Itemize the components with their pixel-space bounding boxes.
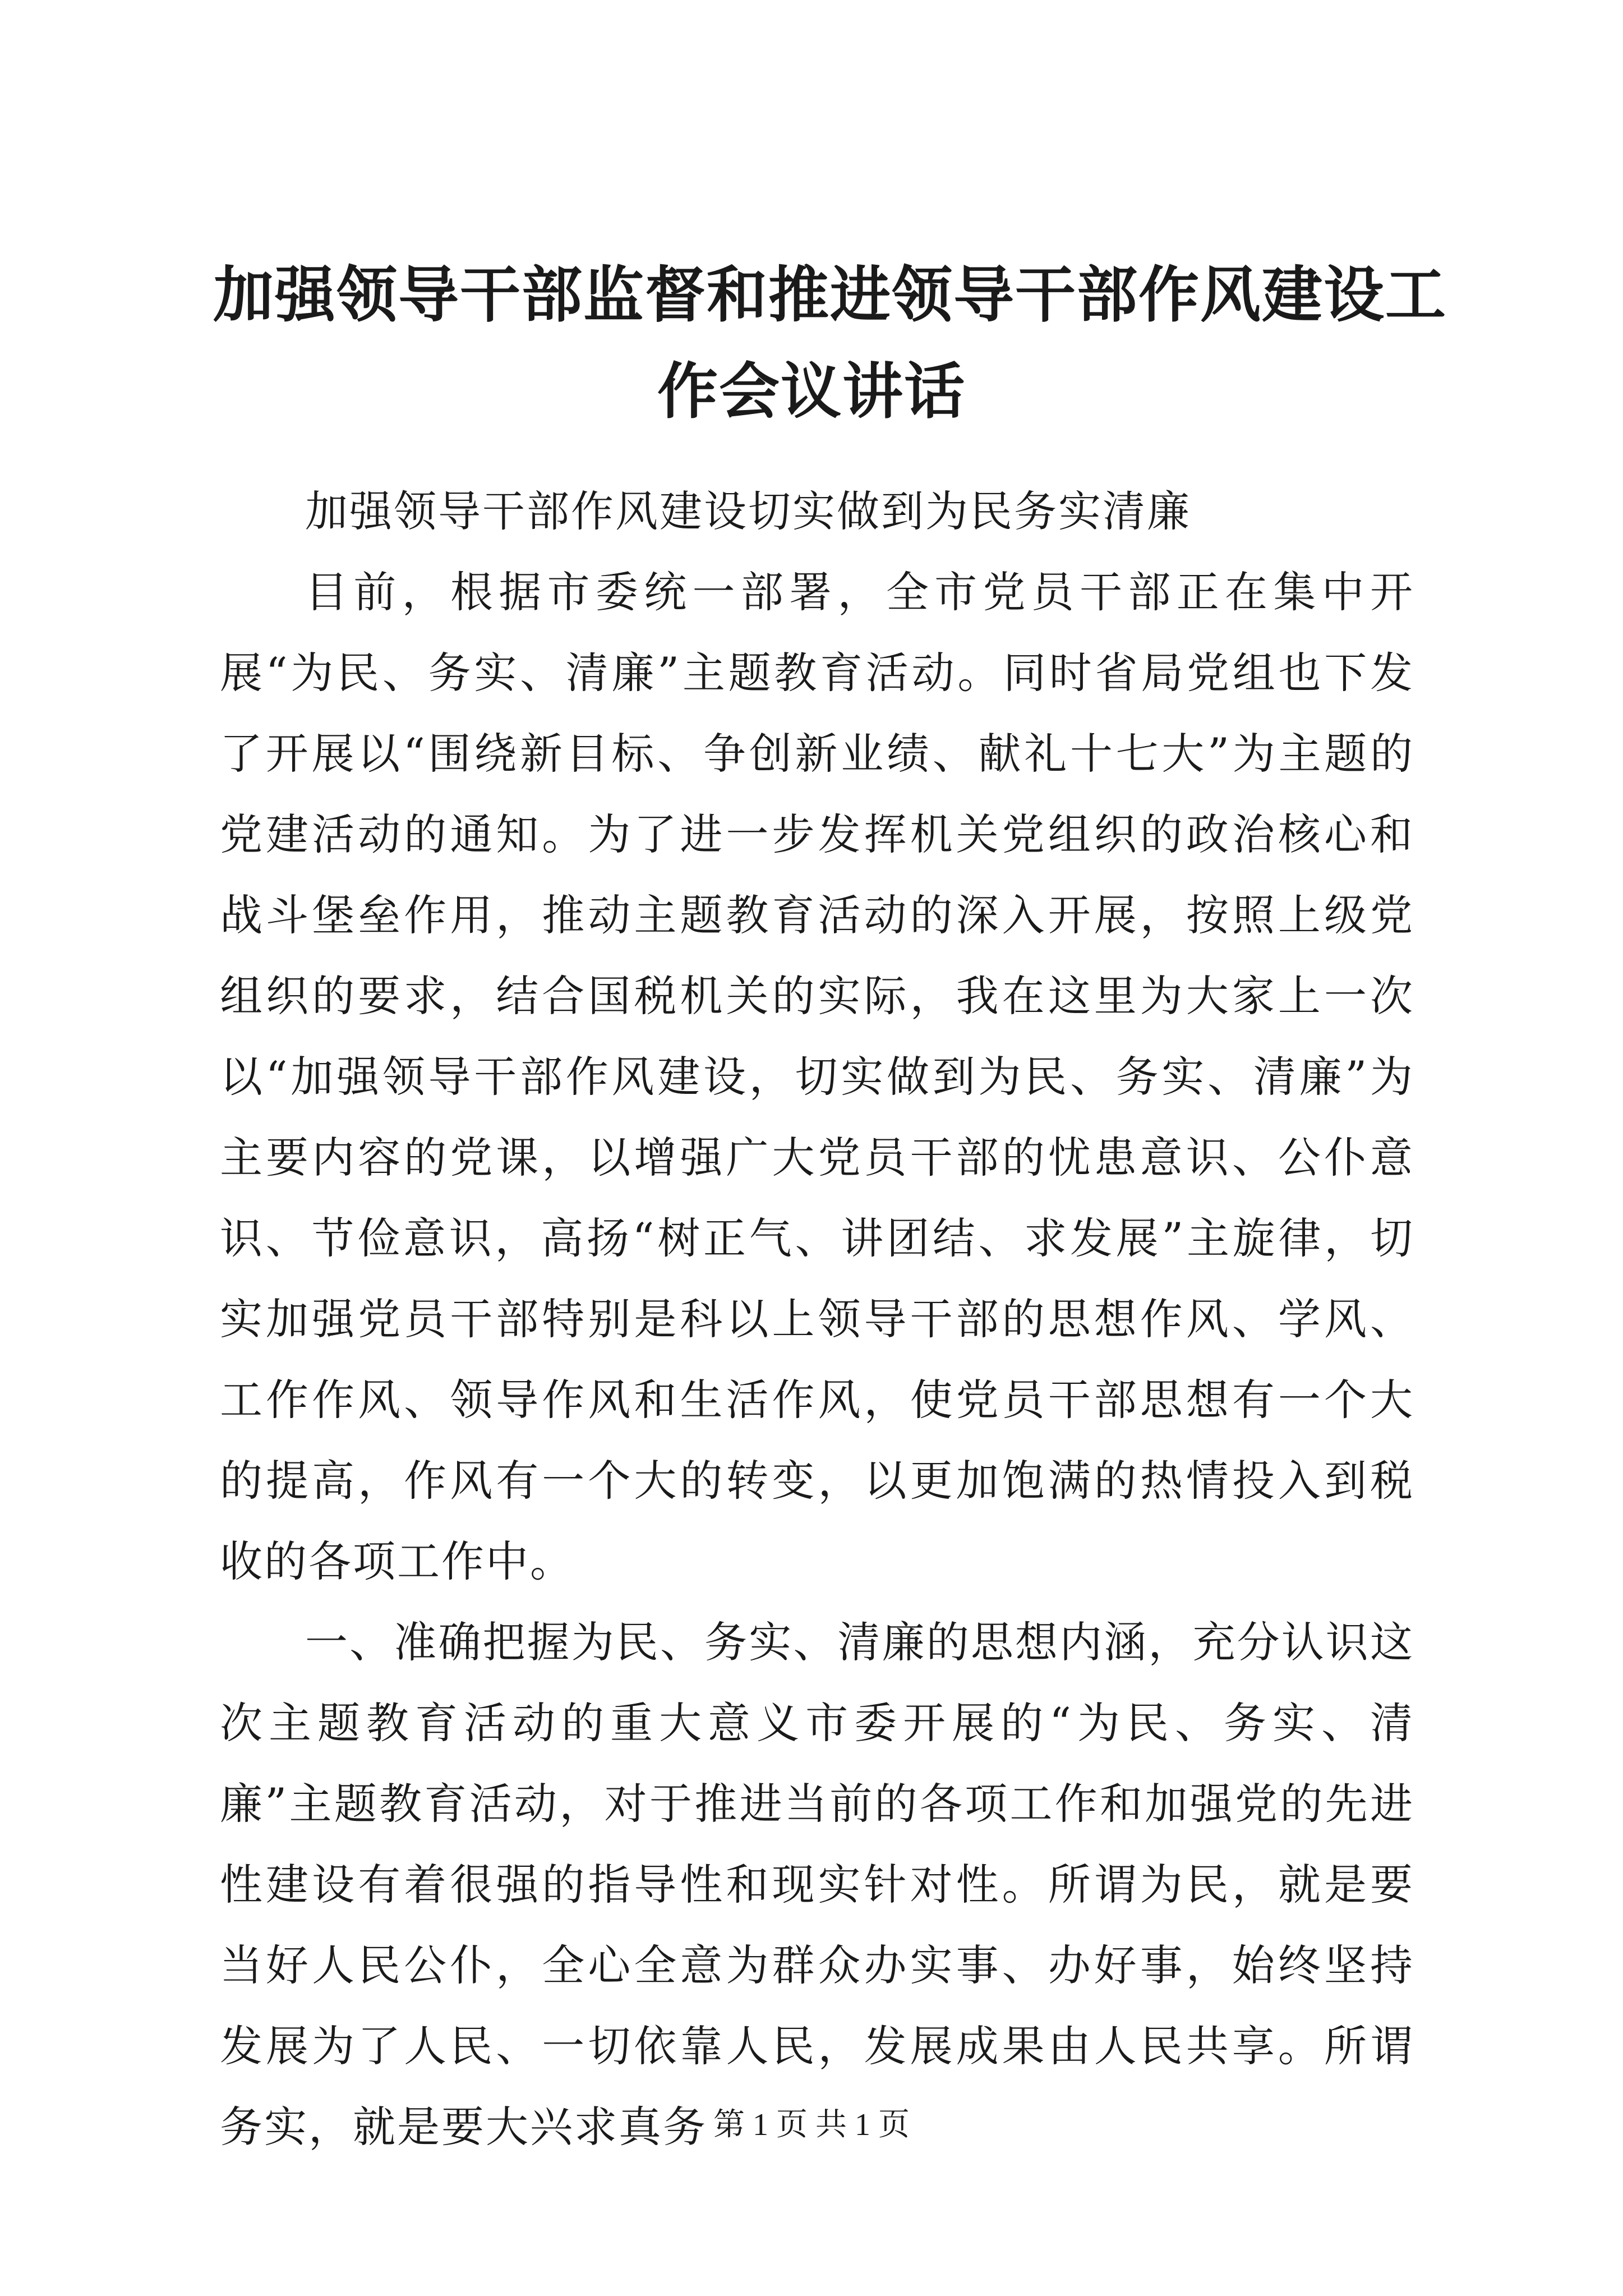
title-line-2: 作会议讲话 xyxy=(657,356,966,427)
page-footer: 第 1 页 共 1 页 xyxy=(713,2108,910,2142)
section-one-paragraph: 一、准确把握为民、务实、清廉的思想内涵，充分认识这次主题教育活动的重大意义市委开展的“为民、务实、清廉”主题教育活动，对于推进当前的各项工作和加强党的先进性建设有着很强的指导性和现实针对性。所谓为民，就是要当好人民公仆，全心全意为群众办实事、办好事，始终坚持发展为了人民、一切依靠人民，发展成果由人民共享。所谓务实，就是要大兴求真务 xyxy=(220,1617,1414,2152)
page-title xyxy=(213,247,1447,440)
title-line-1: 加强领导干部监督和推进领导干部作风建设工 xyxy=(213,260,1447,330)
intro-paragraph: 目前，根据市委统一部署，全市党员干部正在集中开展“为民、务实、清廉”主题教育活动。同时省局党组也下发了开展以“围绕新目标、争创新业绩、献礼十七大”为主题的党建活动的通知。为了进一步发挥机关党组织的政治核心和战斗堡垒作用，推动主题教育活动的深入开展，按照上级党组织的要求，结合国税机关的实际，我在这里为大家上一次以“加强领导干部作风建设，切实做到为民、务实、清廉”为主要内容的党课，以增强广大党员干部的忧患意识、公仆意识、节俭意识，高扬“树正气、讲团结、求发展”主旋律，切实加强党员干部特别是科以上领导干部的思想作风、学风、工作作风、领导作风和生活作风，使党员干部思想有一个大的提高，作风有一个大的转变，以更加饱满的热情投入到税收的各项工作中。 xyxy=(220,567,1414,1586)
subtitle-paragraph: 加强领导干部作风建设切实做到为民务实清廉 xyxy=(305,486,1191,536)
document-body xyxy=(220,471,1414,2168)
